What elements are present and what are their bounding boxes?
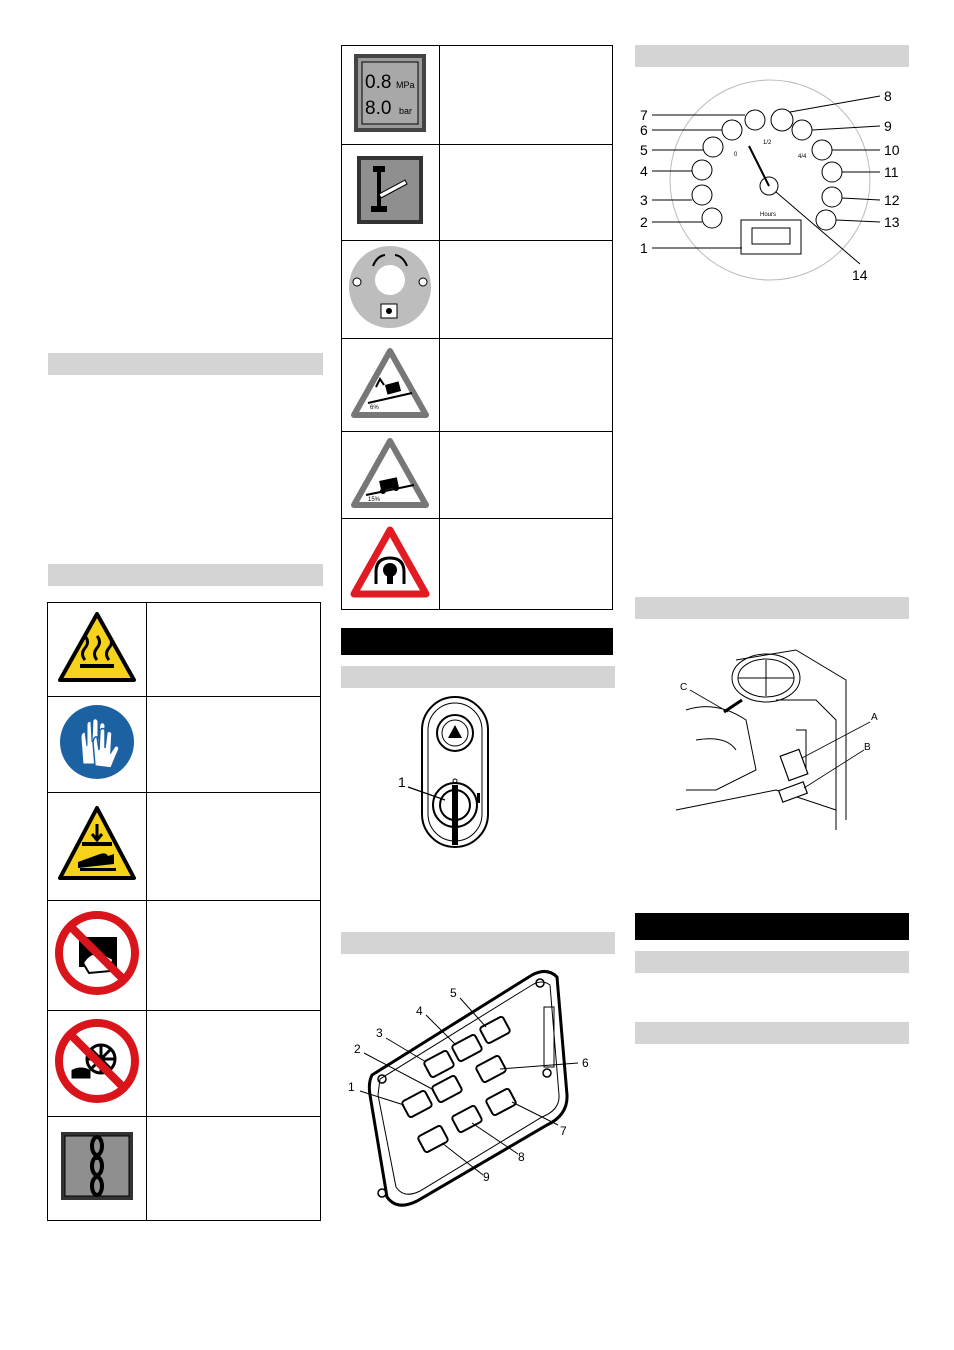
dashboard-figure — [636, 82, 908, 290]
lever-sign-cell — [342, 145, 440, 241]
dash-callout-2: 2 — [640, 214, 648, 230]
dash-callout-9: 9 — [884, 118, 892, 134]
wear-gloves-icon — [57, 702, 137, 782]
slope-warning-6-cell — [342, 339, 440, 432]
hot-surface-warning-icon — [56, 610, 138, 684]
gauge-label-half: 1/2 — [763, 140, 772, 146]
pressure-display-cell — [342, 46, 440, 145]
pressure-unit-bar: bar — [399, 105, 413, 116]
safety-symbol-table — [47, 602, 321, 1221]
dash-callout-10: 10 — [884, 142, 900, 158]
dash-callout-12: 12 — [884, 192, 900, 208]
dash-callout-3: 3 — [640, 192, 648, 208]
panel-callout-2: 2 — [354, 1042, 361, 1056]
hours-label: Hours — [760, 212, 777, 218]
lever-callout-c: C — [680, 682, 688, 693]
pedal-callout-a: A — [871, 712, 878, 723]
no-riders-sign-cell — [342, 519, 440, 610]
panel-callout-6: 6 — [582, 1056, 589, 1070]
dash-callout-6: 6 — [640, 122, 648, 138]
rotating-parts-sign-cell — [48, 1011, 147, 1117]
chapter-header-bar — [341, 628, 613, 655]
dash-callout-4: 4 — [640, 163, 648, 179]
dash-callout-5: 5 — [640, 142, 648, 158]
dash-callout-8: 8 — [884, 88, 892, 104]
lashing-point-chain-icon — [59, 1130, 135, 1202]
chain-sign-cell — [48, 1117, 147, 1221]
hand-crush-warning-icon — [56, 804, 138, 884]
slope-percent-b: 15% — [368, 496, 381, 503]
section-header-bar — [635, 597, 909, 619]
panel-callout-5: 5 — [450, 986, 457, 1000]
speed-adjust-dial-icon — [347, 244, 433, 330]
no-reaching-sign-cell — [48, 901, 147, 1011]
slope-warning-15-cell — [342, 432, 440, 519]
dash-callout-13: 13 — [884, 214, 900, 230]
dash-callout-1: 1 — [640, 240, 648, 256]
operator-area-figure — [676, 640, 876, 845]
dash-callout-11: 11 — [884, 164, 899, 180]
dash-callout-14: 14 — [852, 267, 868, 283]
hot-surface-sign-cell — [48, 603, 147, 697]
section-header-bar — [341, 666, 615, 688]
person-warning-icon — [350, 526, 430, 598]
panel-callout-8: 8 — [518, 1150, 525, 1164]
rotation-dial-cell — [342, 241, 440, 339]
pressure-display-icon — [352, 52, 428, 134]
section-header-bar — [48, 564, 323, 586]
panel-callout-9: 9 — [483, 1170, 490, 1184]
panel-callout-1: 1 — [348, 1080, 355, 1094]
crush-hazard-sign-cell — [48, 793, 147, 901]
panel-callout-4: 4 — [416, 1004, 423, 1018]
no-hand-entry-icon — [53, 909, 141, 997]
section-header-bar — [341, 932, 615, 954]
gloves-sign-cell — [48, 697, 147, 793]
switch-panel-figure — [342, 965, 612, 1215]
pressure-value-bar: 8.0 — [365, 97, 392, 119]
key-switch-callout-1: 1 — [398, 774, 406, 790]
key-switch-figure — [390, 695, 500, 855]
machine-symbol-table — [341, 45, 613, 610]
pedal-callout-b: B — [864, 742, 871, 753]
slope-climb-warning-icon — [350, 437, 430, 509]
pressure-value-mpa: 0.8 — [365, 71, 392, 93]
pressure-unit-mpa: MPa — [396, 79, 415, 90]
slope-percent-a: 6% — [370, 404, 380, 411]
section-header-bar — [635, 951, 909, 973]
dash-callout-7: 7 — [640, 107, 648, 123]
panel-callout-3: 3 — [376, 1026, 383, 1040]
no-touch-fan-icon — [53, 1017, 141, 1105]
chapter-header-bar — [635, 913, 909, 940]
panel-callout-7: 7 — [560, 1124, 567, 1138]
gauge-label-full: 4/4 — [798, 154, 807, 160]
section-header-bar — [635, 45, 909, 67]
gauge-label-0: 0 — [734, 152, 738, 158]
section-header-bar — [635, 1022, 909, 1044]
section-header-bar — [48, 353, 323, 375]
slope-tip-warning-icon — [350, 347, 430, 419]
lift-lever-icon — [355, 154, 425, 226]
